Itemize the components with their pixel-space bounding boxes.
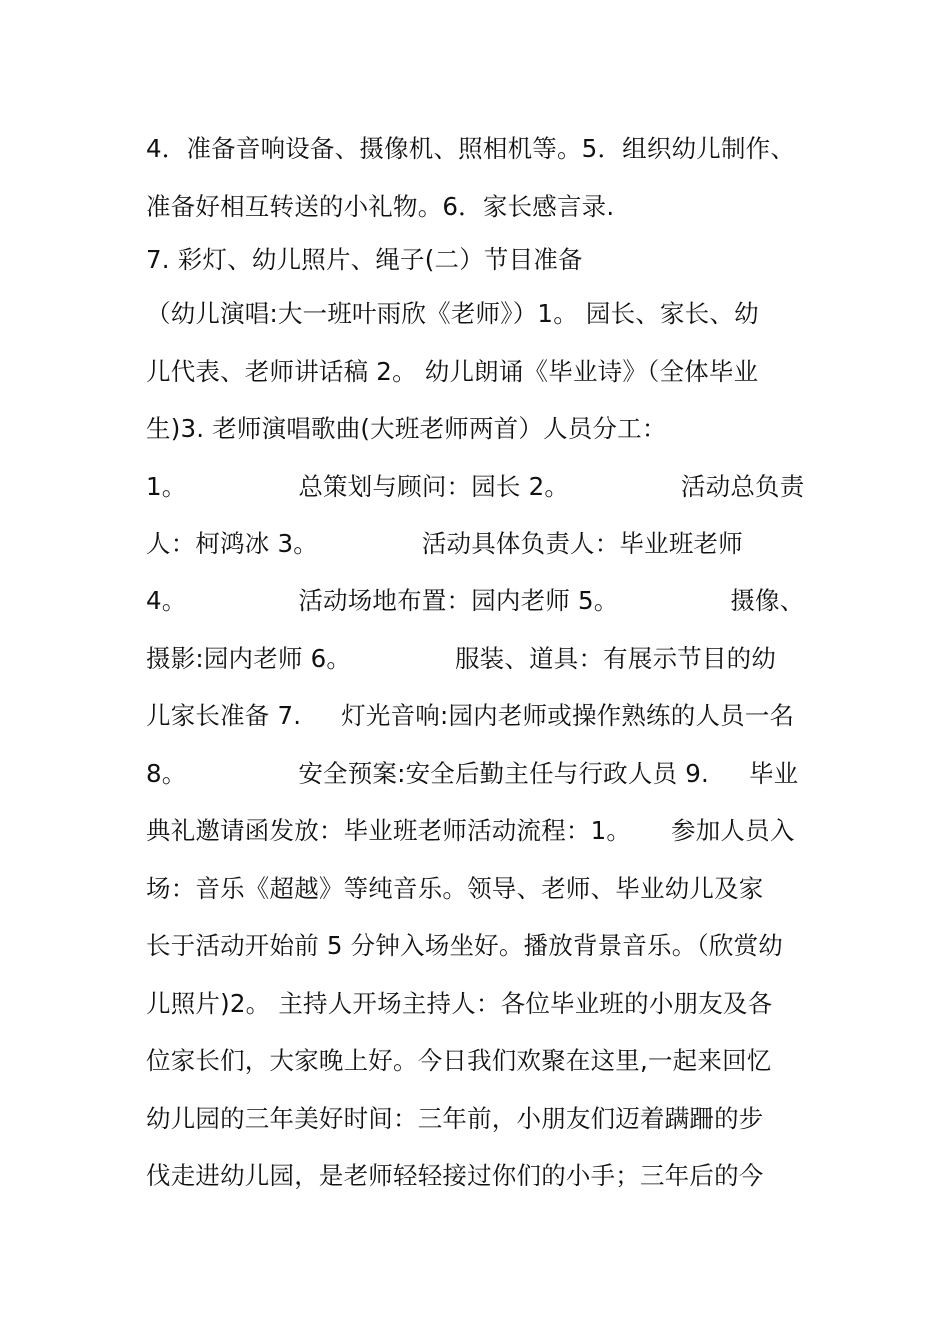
text-line: 场：音乐《超越》等纯音乐。领导、老师、毕业幼儿及家 (146, 874, 764, 903)
text-line: 长于活动开始前 5 分钟入场坐好。播放背景音乐。（欣赏幼 (146, 931, 784, 960)
text-line: 幼儿园的三年美好时间：三年前，小朋友们迈着蹒跚的步 (146, 1104, 764, 1133)
text-line: 1。 总策划与顾问：园长 2。 活动总负责 (146, 472, 805, 501)
text-line: 8。 安全预案:安全后勤主任与行政人员 9. 毕业 (146, 759, 799, 788)
text-line: 准备好相互转送的小礼物。6．家长感言录. (146, 192, 615, 221)
text-line: 4．准备音响设备、摄像机、照相机等。5．组织幼儿制作、 (146, 134, 796, 163)
text-line: 4。 活动场地布置：园内老师 5。 摄像、 (146, 586, 805, 615)
text-line: 儿照片)2。 主持人开场主持人：各位毕业班的小朋友及各 (146, 989, 773, 1018)
text-line: 摄影:园内老师 6。 服装、道具：有展示节目的幼 (146, 644, 777, 673)
text-line: 7. 彩灯、幼儿照片、绳子(二）节目准备 (146, 245, 583, 274)
text-line: 儿家长准备 7. 灯光音响:园内老师或操作熟练的人员一名 (146, 701, 795, 730)
text-line: （幼儿演唱:大一班叶雨欣《老师》）1。 园长、家长、幼 (146, 299, 759, 328)
text-line: 典礼邀请函发放：毕业班老师活动流程：1。 参加人员入 (146, 816, 795, 845)
text-line: 人：柯鸿冰 3。 活动具体负责人：毕业班老师 (146, 529, 743, 558)
text-line: 儿代表、老师讲话稿 2。 幼儿朗诵《毕业诗》（全体毕业 (146, 357, 759, 386)
text-line: 位家长们，大家晚上好。今日我们欢聚在这里,一起来回忆 (146, 1046, 772, 1075)
text-line: 伐走进幼儿园，是老师轻轻接过你们的小手；三年后的今 (146, 1161, 764, 1190)
text-line: 生)3. 老师演唱歌曲(大班老师两首）人员分工： (146, 414, 667, 443)
